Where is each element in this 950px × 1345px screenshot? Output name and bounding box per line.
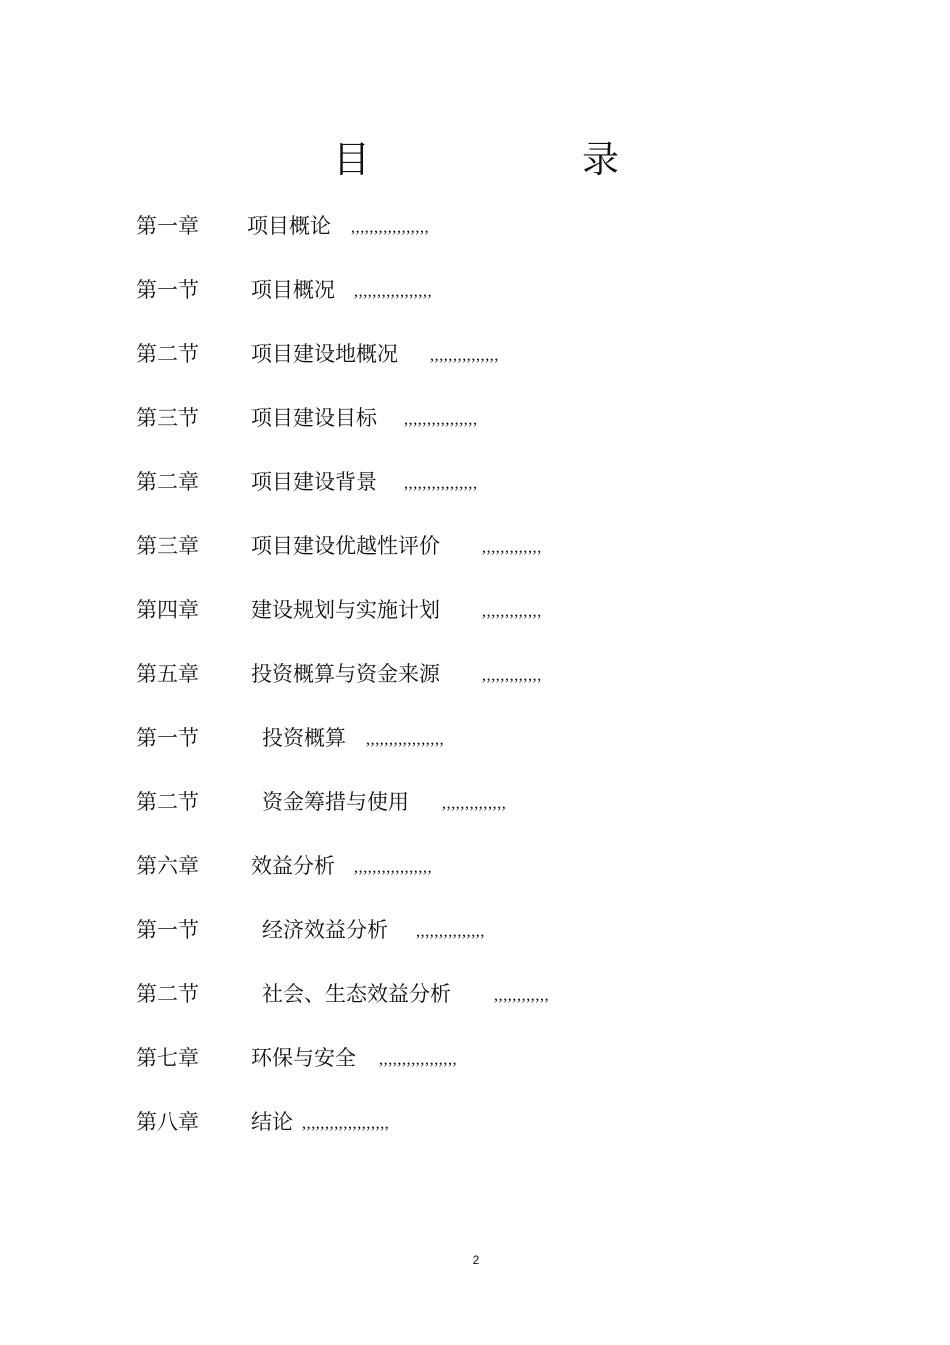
toc-leader-dots: ,,,,,,,,,,,, (494, 987, 550, 1004)
toc-label: 第七章 (136, 1046, 199, 1070)
toc-label: 第四章 (136, 598, 199, 622)
toc-entry: 项目概论 (247, 214, 331, 238)
toc-label: 第一节 (136, 278, 199, 302)
toc-entry: 环保与安全 (251, 1046, 356, 1070)
toc-label: 第一节 (136, 726, 199, 750)
title-char-mu: 目 (333, 138, 370, 181)
toc-entry: 项目建设背景 (251, 470, 377, 494)
toc-entry: 结论 (251, 1110, 293, 1134)
toc-leader-dots: ,,,,,,,,,,,,, (482, 667, 542, 684)
toc-label: 第五章 (136, 662, 199, 686)
toc-leader-dots: ,,,,,,,,,,,,,,,,, (366, 731, 445, 748)
toc-label: 第六章 (136, 854, 199, 878)
toc-label: 第八章 (136, 1110, 199, 1134)
toc-entry: 项目建设地概况 (251, 342, 398, 366)
toc-label: 第二节 (136, 790, 199, 814)
toc-entry: 社会、生态效益分析 (262, 982, 451, 1006)
toc-label: 第三章 (136, 534, 199, 558)
toc-entry: 建设规划与实施计划 (251, 598, 440, 622)
title-char-lu: 录 (582, 138, 619, 181)
toc-leader-dots: ,,,,,,,,,,,,, (482, 539, 542, 556)
toc-label: 第一章 (136, 214, 199, 238)
toc-leader-dots: ,,,,,,,,,,,,,,,,, (351, 219, 430, 236)
toc-label: 第二节 (136, 342, 199, 366)
toc-leader-dots: ,,,,,,,,,,,,,,, (416, 923, 485, 940)
page-number: 2 (472, 1253, 480, 1267)
toc-entry: 项目建设目标 (251, 406, 377, 430)
toc-leader-dots: ,,,,,,,,,,,,,,,, (404, 475, 478, 492)
toc-entry: 效益分析 (251, 854, 335, 878)
toc-entry: 经济效益分析 (262, 918, 388, 942)
toc-leader-dots: ,,,,,,,,,,,,,,,, (404, 411, 478, 428)
toc-leader-dots: ,,,,,,,,,,,,,,,,, (354, 283, 433, 300)
toc-label: 第二章 (136, 470, 199, 494)
toc-entry: 投资概算 (262, 726, 346, 750)
toc-leader-dots: ,,,,,,,,,,,,,,,,, (379, 1051, 458, 1068)
toc-entry: 项目概况 (251, 278, 335, 302)
toc-leader-dots: ,,,,,,,,,,,,,,, (430, 347, 499, 364)
toc-leader-dots: ,,,,,,,,,,,,,, (442, 795, 507, 812)
toc-entry: 项目建设优越性评价 (251, 534, 440, 558)
toc-leader-dots: ,,,,,,,,,,,,,,,,,,, (302, 1115, 390, 1132)
toc-label: 第二节 (136, 982, 199, 1006)
toc-label: 第三节 (136, 406, 199, 430)
toc-entry: 资金筹措与使用 (262, 790, 409, 814)
toc-entry: 投资概算与资金来源 (251, 662, 440, 686)
toc-label: 第一节 (136, 918, 199, 942)
toc-leader-dots: ,,,,,,,,,,,,, (482, 603, 542, 620)
toc-leader-dots: ,,,,,,,,,,,,,,,,, (354, 859, 433, 876)
